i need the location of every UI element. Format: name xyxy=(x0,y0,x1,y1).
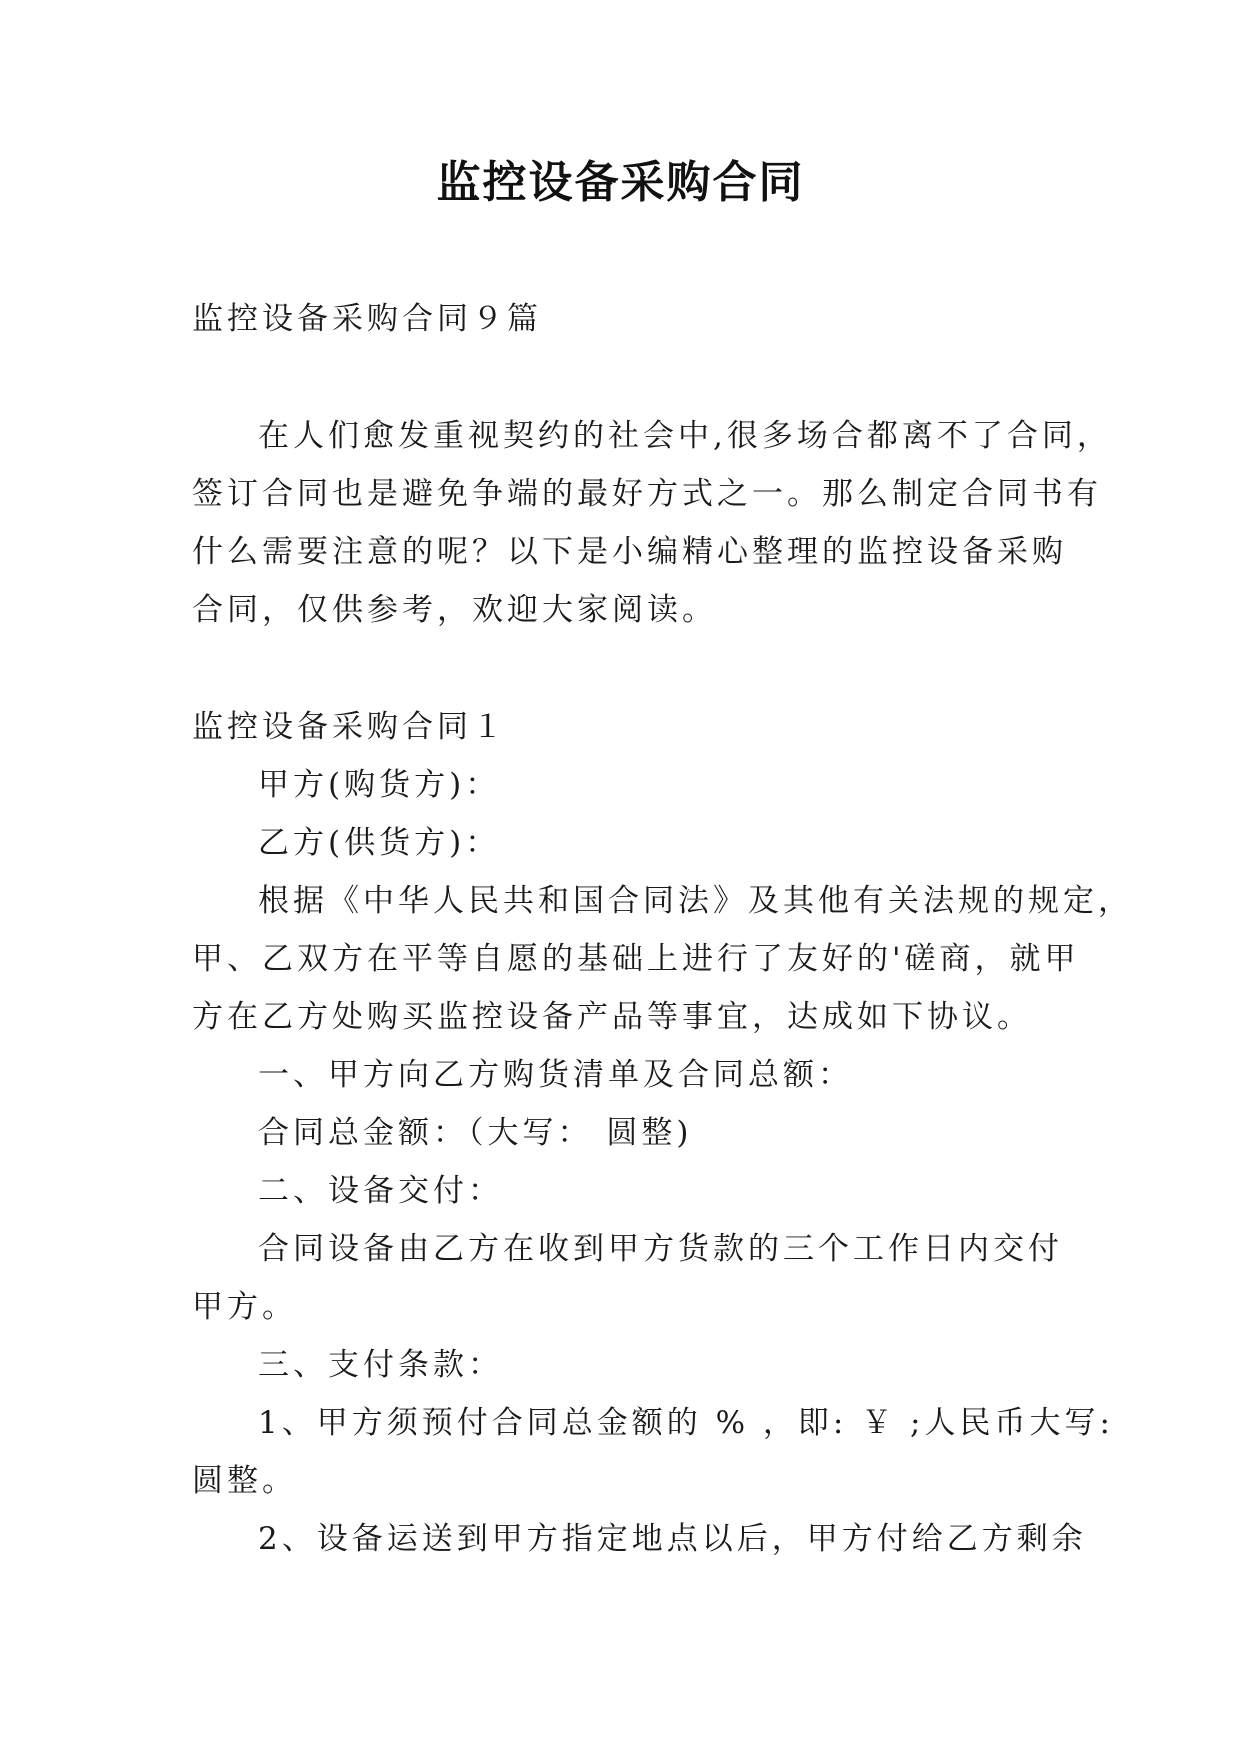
body-line: 合同总金额：（大写： 圆整) xyxy=(258,1115,693,1151)
section-heading: 监控设备采购合同１ xyxy=(192,709,507,745)
party-a-line: 甲方(购货方)： xyxy=(258,767,501,803)
clause-heading: 三、支付条款： xyxy=(258,1347,503,1383)
body-line: 2、设备运送到甲方指定地点以后，甲方付给乙方剩余 xyxy=(258,1521,1087,1557)
party-b-line: 乙方(供货方)： xyxy=(258,825,501,861)
body-line: 甲方。 xyxy=(192,1289,297,1325)
body-line: 根据《中华人民共和国合同法》及其他有关法规的规定， xyxy=(258,883,1133,919)
document-content xyxy=(192,290,1133,1568)
intro-line: 在人们愈发重视契约的社会中,很多场合都离不了合同， xyxy=(258,418,1112,454)
subtitle: 监控设备采购合同９篇 xyxy=(192,301,542,337)
body-line: 方在乙方处购买监控设备产品等事宜，达成如下协议。 xyxy=(192,999,1032,1035)
document-title: 监控设备采购合同 xyxy=(436,157,805,208)
intro-line: 签订合同也是避免争端的最好方式之一。那么制定合同书有 xyxy=(192,476,1102,512)
body-line: 合同设备由乙方在收到甲方货款的三个工作日内交付 xyxy=(258,1231,1063,1267)
body-line: 1、甲方须预付合同总金额的 % ，即: ￥ ;人民币大写: xyxy=(258,1405,1114,1441)
clause-heading: 一、甲方向乙方购货清单及合同总额： xyxy=(258,1057,853,1093)
body-line: 圆整。 xyxy=(192,1463,297,1499)
clause-heading: 二、设备交付： xyxy=(258,1173,503,1209)
intro-line: 什么需要注意的呢？以下是小编精心整理的监控设备采购 xyxy=(192,534,1067,570)
body-line: 甲、乙双方在平等自愿的基础上进行了友好的'磋商，就甲 xyxy=(192,941,1080,977)
intro-line: 合同，仅供参考，欢迎大家阅读。 xyxy=(192,592,717,628)
